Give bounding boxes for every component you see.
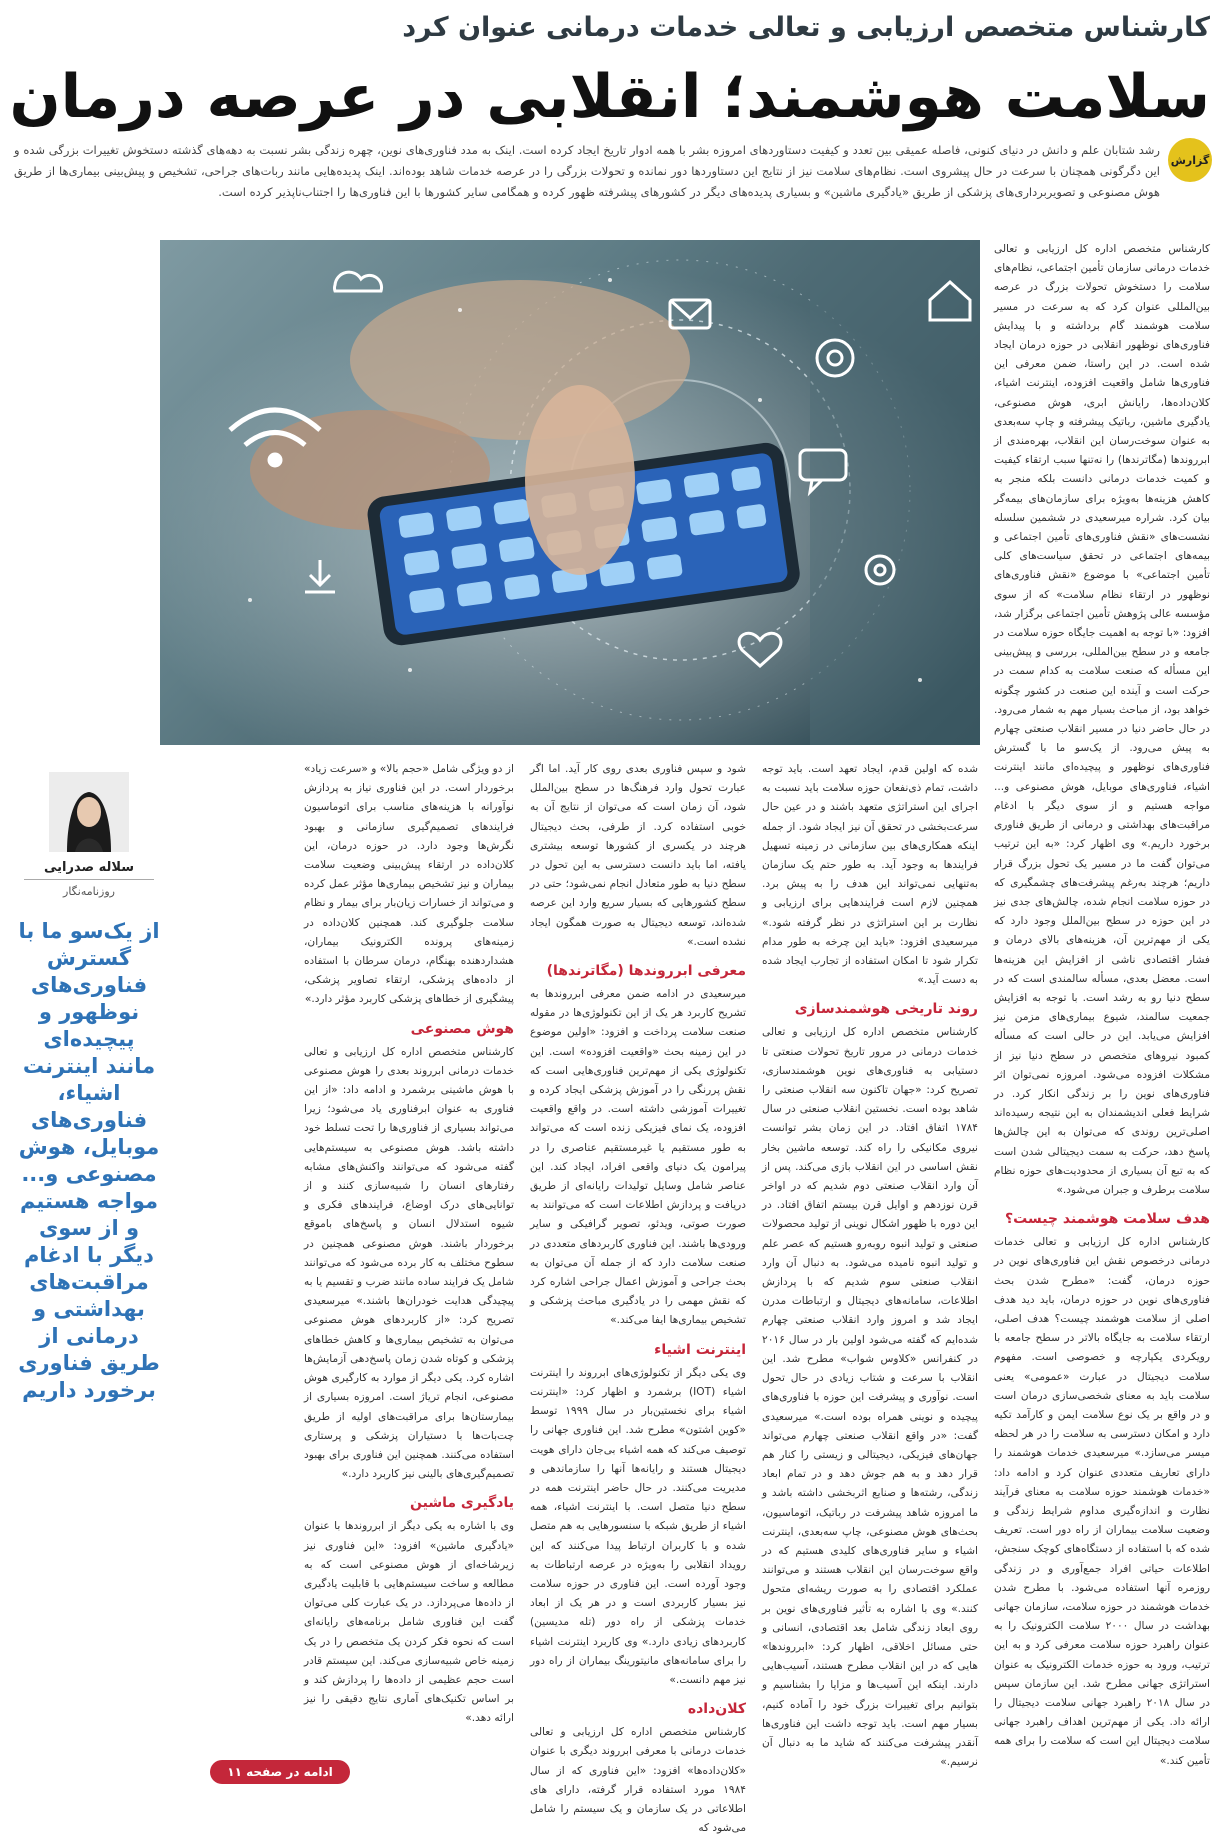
column-paragraph: شده که اولین قدم، ایجاد تعهد است. باید توجه داشت، تمام ذی‌نفعان حوزه سلامت باید نسبت به اجرای این استراتژی متعهد باشند و در عین حال سرعت‌بخشی در تحقق آن نیز ایجاد شود. از جمله اینکه همکاری‌های بین سازمانی در زمینه تسهیل فرایندها به وجود آید. به طور حتم یک سازمان به‌تنهایی نمی‌تواند این هدف را به پیش برد. همچنین لازم است فرایندهایی برای ارزیابی و نظارت بر این استراتژی در نظر گرفته شود.» میرسعیدی افزود: «باید این چرخه به طور مدام تکرار شود تا امکان استفاده از تجارب ایجاد شده به دست آید.» xyxy=(761,763,978,987)
subheading: هدف سلامت هوشمند چیست؟ xyxy=(1005,1211,1210,1228)
column-paragraph: کارشناس متخصص اداره کل ارزیابی و تعالی خدمات درمانی با معرفی ابرروند دیگری با عنوان «کلان‌داده‌ها» افزود: «این فناوری که از سال ۱۹۸۴ مورد استفاده قرار گرفته، دارای های اطلاعاتی در یک سازمان و یک سیستم را شامل می‌شود که xyxy=(530,1726,746,1835)
headline: سلامت هوشمند؛ انقلابی در عرصه درمان xyxy=(9,62,1210,132)
column-paragraph: از دو ویژگی شامل «حجم بالا» و «سرعت زیاد» برخوردار است. در این فناوری نیاز به پردازش نوآورانه با هزینه‌های مناسب برای اتوماسیون فرایندهای تصمیم‌گیری سازمانی و بهبود نگرش‌ها وجود دارد. در حوزه درمان، این کلان‌داده در ارتقاء پیش‌بینی وضعیت سلامت بیماران و نیز تشخیص بیماری‌ها مؤثر عمل کرده و می‌تواند از خسارات زیان‌بار برای بیمار و نظام سلامت جلوگیری کند. همچنین کلان‌داده در زمینه‌های پرونده الکترونیک بیماران، هشداردهنده بهنگام، درمان سرطان با استفاده از داده‌های پزشکی، ارتقاء تصاویر پزشکی، پیشگیری از خطاهای پزشکی کاربرد مؤثر دارد.» xyxy=(304,763,514,1006)
avatar xyxy=(49,772,129,852)
continued-link[interactable]: ادامه در صفحه ۱۱ xyxy=(210,1760,350,1784)
column-paragraph: وی با اشاره به یکی دیگر از ابرروندها با عنوان «یادگیری ماشین» افزود: «این فناوری نیز زیرشاخه‌ای از هوش مصنوعی است که به مطالعه و ساخت سیستم‌هایی با قابلیت یادگیری از داده‌ها می‌پردازد. در یک عبارت کلی می‌توان گفت این فناوری شامل برنامه‌های رایانه‌ای است که نحوه فکر کردن یک متخصص را در یک زمینه خاص شبیه‌سازی می‌کند. این سیستم قادر است حجم عظیمی از داده‌ها را پردازش کند و بر اساس تکنیک‌های آماری نتایج دقیقی را نیز ارائه دهد.» xyxy=(304,1520,514,1725)
column-paragraph: کارشناس متخصص اداره کل ارزیابی و تعالی خدمات درمانی در مرور تاریخ تحولات صنعتی تا دستیابی به فناوری‌های نوین هوشمندسازی، تصریح کرد: «جهان تاکنون سه انقلاب صنعتی را شاهد بوده است. نخستین انقلاب صنعتی در سال ۱۷۸۴ اتفاق افتاد. در این زمان بشر توانست نیروی مکانیکی را راه کند. توسعه ماشین بخار نقش اساسی در این انقلاب بازی می‌کند. پس از آن وارد انقلاب صنعتی دوم شدیم که در اواخر قرن نوزدهم و اوایل قرن بیستم اتفاق افتاد. در این دوره با ظهور اشکال نوینی از تولید محصولات صنعتی و تولید انبوه روبه‌رو هستیم که عصر علم و تولید انبوه نامیده می‌شود. به دنبال آن وارد انقلاب صنعتی سوم شدیم که با پردازش اطلاعات، سامانه‌های دیجیتال و ارتباطات مدرن ایجاد شد و امروز وارد انقلاب صنعتی چهارم شده‌ایم که گفته می‌شود اولین بار در سال ۲۰۱۶ در کنفرانس «کلاوس شواب» مطرح شد. این انقلاب با سرعت و شتاب زیادی در حال تحول است. نوآوری و پیشرفت این حوزه با فناوری‌های پیچیده و نوینی همراه بوده است.» میرسعیدی گفت: «در واقع انقلاب صنعتی چهارم می‌تواند جهان‌های فیزیکی، دیجیتالی و زیستی را کنار هم قرار دهد و به هم جوش دهد و در تمام ابعاد زندگی، رشته‌ها و صنایع اثربخشی داشته باشد و ما امروزه شاهد پیشرفت در رباتیک، اتوماسیون، بحث‌های هوش مصنوعی، چاپ سه‌بعدی، اینترنت اشیاء و سایر فناوری‌های کلیدی هستیم که در واقع سوخت‌رسان این انقلاب هستند و می‌توانند عملکرد اقتصادی را به صورت ریشه‌ای متحول کنند.» وی با اشاره به تأثیر فناوری‌های نوین بر روی ابعاد زندگی شامل بعد اقتصادی، انسانی و حتی مسائل اخلاقی، اظهار کرد: «ابرروندها» هایی که در این انقلاب مطرح هستند، آسیب‌هایی دارند. اینکه این آسیب‌ها و مزایا را بشناسیم و بتوانیم برای تغییرات بزرگ خود را آماده کنیم، بسیار مهم است. باید توجه داشت این فناوری‌ها آنقدر پیشرفت می‌کنند که شاید ما به دنبال آن نرسیم.» xyxy=(762,1026,978,1769)
author-name: سلاله صدرایی xyxy=(24,860,154,880)
subheading: کلان‌داده xyxy=(687,1701,746,1718)
author-column xyxy=(14,760,164,1790)
pull-quote: از یک‌سو ما با گسترش فناوری‌های نوظهور و پیچیده‌ای مانند اینترنت اشیاء، فناوری‌های موبایل، هوش مصنوعی و... مواجه هستیم و از سوی دیگر با ادغام مراقبت‌های بهداشتی و درمانی از طریق فناوری برخورد داریم xyxy=(18,919,160,1402)
kicker: کارشناس متخصص ارزیابی و تعالی خدمات درمانی عنوان کرد xyxy=(402,12,1210,43)
column-paragraph: میرسعیدی در ادامه ضمن معرفی ابرروندها به تشریح کاربرد هر یک از این تکنولوژی‌ها در مقوله صنعت سلامت پرداخت و افزود: «اولین موضوع در این زمینه بحث «واقعیت افزوده» است. این تکنولوژی یکی از مهم‌ترین فناوری‌هایی است که نقش پررنگی را در آموزش پزشکی ایجاد کرده و تغییرات آموزشی داشته است. در واقع واقعیت افزوده، یک نمای فیزیکی زنده است که می‌تواند به طور مستقیم یا غیرمستقیم عناصری را در پیرامون یک دنیای واقعی افراد، ایجاد کند. این عناصر شامل وسایل تولیدات رایانه‌ای از طریق دریافت و پردازش اطلاعات است که می‌توانند به صورت صوتی، ویدئو، تصویر گرافیکی و سایر ورودی‌ها باشند. این فناوری کاربردهای متعددی در صنعت سلامت دارد که از جمله آن می‌توان به بحث جراحی و آموزش اعمال جراحی اشاره کرد که نقش مهمی را در یادگیری مباحث پزشکی و تشخیص بیماری‌ها ایفا می‌کند.» xyxy=(530,988,746,1327)
author-role: روزنامه‌نگار xyxy=(63,885,115,898)
article-column-1 xyxy=(994,240,1210,1795)
lead-paragraph: رشد شتابان علم و دانش در دنیای کنونی، فاصله عمیقی بین تعدد و کیفیت دستاوردهای امروزه بشر با همه ادوار تاریخ ایجاد کرده است. اینک به مدد فناوری‌های نوین، چهره زندگی بشر نسبت به دهه‌های گذشته دستخوش تغییرات بزرگی شده و این دگرگونی همچنان با سرعت در حال پیشروی است. نظام‌های سلامت نیز از نتایج این دستاوردها دور نمانده و تحولات بزرگی را در عرصه خدمات شاهد بوده‌اند. اینک پدیده‌هایی مانند ربات‌های جراحی، تشخیص و پیش‌بینی بیماری‌ها از طریق هوش مصنوعی و تصویربرداری‌های پزشکی از طریق «یادگیری ماشین» و بسیاری پدیده‌های دیگر در کشورهای پیشرفته ظهور کرده و همگامی سایر کشورها با این فناوری‌ها را اجتناب‌ناپذیر کرده است. xyxy=(14,143,1160,199)
column-paragraph: کارشناس متخصص اداره کل ارزیابی و تعالی خدمات درمانی سازمان تأمین اجتماعی، نظام‌های سلامت را دستخوش تحولات بزرگ در عرصه بین‌المللی عنوان کرد که به سرعت در مسیر سلامت هوشمند گام برداشته و با پیدایش فناوری‌های نوظهور انقلابی در حوزه درمان ایجاد شده است. در این راستا، ضمن معرفی این فناوری‌ها شامل واقعیت افزوده، اینترنت اشیاء، کلان‌داده‌ها، رایانش ابری، هوش مصنوعی، یادگیری ماشین، رباتیک پیشرفته و چاپ سه‌بعدی به عنوان سوخت‌رسان این انقلاب، بهره‌مندی از ابرروندها (مگاترندها) را نه‌تنها سبب ارتقاء کیفیت و کمیت خدمات درمانی دانست بلکه منجر به کاهش هزینه‌ها به‌ویژه برای سازمان‌های بیمه‌گر بیان کرد. شراره میرسعیدی در ششمین سلسله نشست‌های «نقش فناوری‌های تأمین اجتماعی و بیمه‌های اجتماعی در تحقق سیاست‌های کلی تأمین اجتماعی» با موضوع «نقش فناوری‌های نوظهور در ارتقاء نظام سلامت» که از سوی مؤسسه عالی پژوهش تأمین اجتماعی برگزار شد، افزود: «با توجه به اهمیت جایگاه حوزه سلامت در جامعه و در سطح بین‌المللی، بررسی و پیش‌بینی این مسأله که صنعت سلامت به کدام سمت در حرکت است و آینده این صنعت در کشور چگونه خواهد بود، از مباحث بسیار مهم به شمار می‌رود. در حال حاضر دنیا در مسیر انقلاب صنعتی چهارم به پیش می‌رود. از یک‌سو ما با گسترش فناوری‌های نوظهور و پیچیده‌ای مانند اینترنت اشیاء، فناوری‌های موبایل، هوش مصنوعی و... مواجه هستیم و از سوی دیگر با ادغام مراقبت‌های بهداشتی و درمانی از طریق فناوری برخورد داریم.» وی اظهار کرد: «به این ترتیب می‌توان گفت ما در مسیر یک تحول بزرگ قرار داریم؛ هرچند به‌رغم پیشرفت‌های چشمگیری که در حوزه سلامت انجام شده، چالش‌های جدی نیز در این حوزه در سطح بین‌الملل وجود دارد که یکی از مهم‌ترین آن، هزینه‌های بالای درمان و فشار اقتصادی ناشی از افزایش این هزینه‌ها است. معضل بعدی، مسأله سالمندی است که در سطح دنیا رو به رشد است. با توجه به افزایش جمعیت سالمند، شیوع بیماری‌های مزمن نیز افزایش می‌یابد. این در حالی است که مسأله کمبود نیروهای متخصص در سطح دنیا نیز از مشکلات افزوده می‌شود. امروزه نمی‌توان اثر فناوری‌های نوین را بر زندگی انکار کرد. در شرایط فعلی اندیشمندان به این نتیجه رسیده‌اند اصلی‌ترین روندی که می‌توان به این چالش‌ها پاسخ دهد، حرکت به سمت دیجیتالی شدن است که به تبع آن بسیاری از محدودیت‌های حوزه نظام سلامت برطرف و جبران می‌شود.» xyxy=(994,243,1210,1196)
section-badge: گزارش xyxy=(1168,138,1212,182)
subheading: معرفی ابرروندها (مگاترندها) xyxy=(546,963,746,980)
hero-photo xyxy=(160,240,980,745)
subheading: اینترنت اشیاء xyxy=(654,1341,746,1358)
subheading: یادگیری ماشین xyxy=(410,1495,514,1512)
article-column-2 xyxy=(762,760,978,1792)
subheading: هوش مصنوعی xyxy=(410,1020,514,1037)
author-portrait-icon xyxy=(49,772,129,852)
column-paragraph: وی یکی دیگر از تکنولوژی‌های ابرروند را اینترنت اشیاء (IOT) برشمرد و اظهار کرد: «اینترنت اشیاء برای نخستین‌بار در سال ۱۹۹۹ توسط «کوین اشتون» مطرح شد. این فناوری جهانی را توصیف می‌کند که همه اشیاء بی‌جان دارای هویت دیجیتال هستند و رایانه‌ها آنها را سازماندهی و مدیریت می‌کنند. در حال حاضر اینترنت همه در سطح دنیا متصل است. با اینترنت اشیاء، همه اشیاء از طریق شبکه با سنسورهایی به هم متصل شده و با کاربران ارتباط پیدا می‌کنند که این رویداد انقلابی را به‌ویژه در عرصه ارتباطات به وجود آورده است. این فناوری در حوزه سلامت نیز بسیار کاربردی است و در هر یک از ابعاد خدمات پزشکی از راه دور (تله مدیسین) کاربردهای زیادی دارد.» وی کاربرد اینترنت اشیاء را برای سامانه‌های مانیتورینگ بیماران از راه دور نیز مهم دانست.» xyxy=(530,1366,746,1686)
column-paragraph: کارشناس متخصص اداره کل ارزیابی و تعالی خدمات درمانی ابرروند بعدی را هوش مصنوعی با هوش ماشینی برشمرد و ادامه داد: «از این فناوری به عنوان ابرفناوری یاد می‌شود؛ زیرا می‌تواند بسیاری از فناوری‌ها را تحت تسلط خود داشته باشد. هوش مصنوعی به سیستم‌هایی گفته می‌شود که می‌توانند واکنش‌های مشابه رفتارهای انسان را شبیه‌سازی کنند و از توانایی‌های درک اوضاع، فرایندهای فکری و شیوه استدلال انسان و پاسخ‌های باموقع برخوردار باشند. هوش مصنوعی همچنین در سطوح مختلف به کار برده می‌شود که می‌توانند شامل یک فرایند ساده مانند ضرب و تقسیم یا به پیچیدگی هدایت خودران‌ها باشند.» میرسعیدی تصریح کرد: «از کاربردهای هوش مصنوعی می‌توان به تشخیص بیماری‌ها و کاهش خطاهای پزشکی و کوتاه شدن زمان پاسخ‌دهی آزمایش‌ها اشاره کرد. یکی دیگر از موارد به کارگیری هوش مصنوعی، انجام تریاژ است. امروزه بسیاری از بیمارستان‌ها برای مراقبت‌های اولیه از طریق چت‌بات‌ها با دستیاران پزشکی و پرستاری استفاده می‌کنند. همچنین این فناوری برای بهبود تصمیم‌گیری‌های بالینی نیز کاربرد دارد.» xyxy=(304,1045,514,1481)
subheading: روند تاریخی هوشمندسازی xyxy=(794,1001,978,1018)
article-column-4 xyxy=(304,760,514,1725)
column-paragraph: شود و سپس فناوری بعدی روی کار آید. اما اگر عبارت تحول وارد فرهنگ‌ها در سطح بین‌الملل شود، آن زمان است که می‌توان از نتایج آن به خوبی استفاده کرد. از طرفی، بحث دیجیتال هرچند در یکسری از کشورها توسعه بیشتری یافته، اما باید دانست دسترسی به این تحول در سطح دنیا به طور متعادل انجام نمی‌شود؛ حتی در سطح کشورهایی که بسیار سریع وارد این عرصه شده‌اند، توسعه دیجیتال به صورت همگون ایجاد نشده است.» xyxy=(530,763,746,948)
column-paragraph: کارشناس اداره کل ارزیابی و تعالی خدمات درمانی درخصوص نقش این فناوری‌های نوین در حوزه درمان، گفت: «مطرح شدن بحث فناوری‌های نوین در حوزه درمان، باید دید هدف اصلی از سلامت هوشمند چیست؟ هدف اصلی، ارتقاء سلامت به جایگاه بالاتر در سطح جامعه با رویکردی یکپارچه و خصوصی است. مفهوم سلامت دیجیتال در عبارت «عمومی» یعنی سلامت باید به معنای شخصی‌سازی درمان است و در واقع بر یک نوع سلامت ایمن و کارآمد تکیه دارد و امکان دسترسی به سلامت را در هر لحظه میسر می‌سازد.» میرسعیدی خدمات هوشمند را دارای تعاریف متعددی عنوان کرد و ادامه داد: «خدمات هوشمند حوزه سلامت به معنای فرآیند نظارت و اندازه‌گیری مداوم شرایط زندگی و وضعیت سلامت بیماران از راه دور است. تعریف شده که با استفاده از دستگاه‌های کوچک سنجش، اطلاعات حیاتی افراد جمع‌آوری و در زندگی روزمره آنها استفاده می‌شود. با مطرح شدن خدمات هوشمند در حوزه سلامت، سازمان جهانی بهداشت در سال ۲۰۰۰ سلامت الکترونیک را به عنوان راهبرد حوزه سلامت معرفی کرد و به این ترتیب، ورود به حوزه خدمات الکترونیک به عنوان استراتژی جهانی مطرح شد. این سازمان سپس در سال ۲۰۱۸ راهبرد جهانی سلامت دیجیتال را ارائه داد. یکی از مهم‌ترین اهداف راهبرد جهانی سلامت دیجیتال این است که سلامت را برای همه تأمین کند.» xyxy=(994,1236,1210,1767)
article-column-3 xyxy=(530,760,746,1835)
smartphone-illustration xyxy=(160,240,980,745)
